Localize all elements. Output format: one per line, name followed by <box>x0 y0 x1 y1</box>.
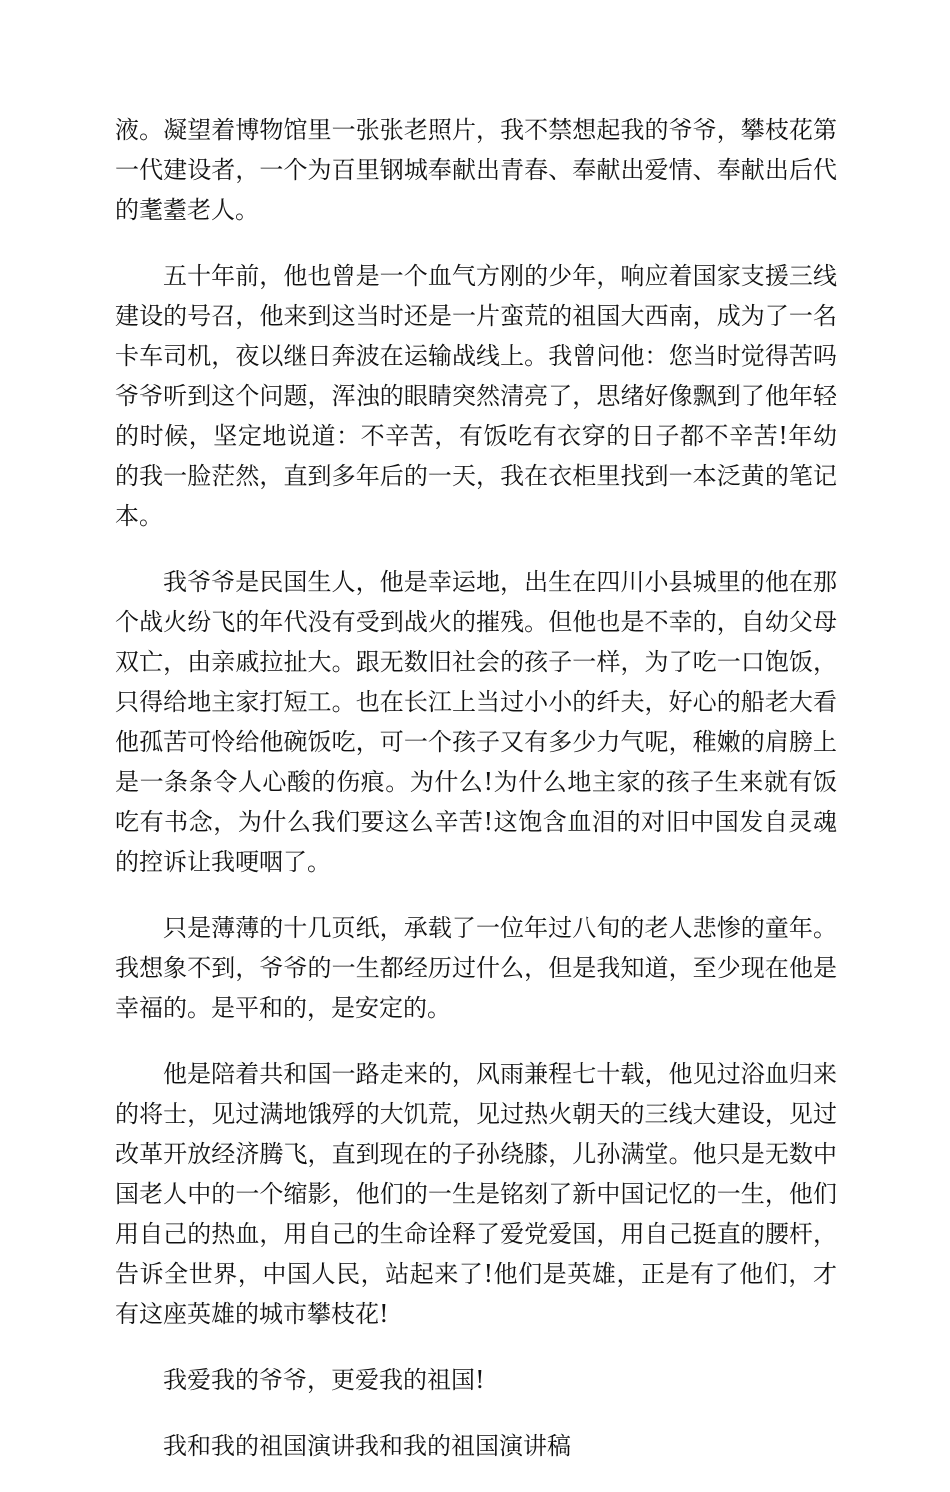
paragraph-3: 我爷爷是民国生人，他是幸运地，出生在四川小县城里的他在那个战火纷飞的年代没有受到战火的摧残。但他也是不幸的，自幼父母双亡，由亲戚拉扯大。跟无数旧社会的孩子一样，为了吃一口饱饭，只得给地主家打短工。也在长江上当过小小的纤夫，好心的船老大看他孤苦可怜给他碗饭吃，可一个孩子又有多少力气呢，稚嫩的肩膀上是一条条令人心酸的伤痕。为什么!为什么地主家的孩子生来就有饭吃有书念，为什么我们要这么辛苦!这饱含血泪的对旧中国发自灵魂的控诉让我哽咽了。 <box>115 568 837 876</box>
paragraph-1: 液。凝望着博物馆里一张张老照片，我不禁想起我的爷爷，攀枝花第一代建设者，一个为百里钢城奉献出青春、奉献出爱情、奉献出后代的耄耋老人。 <box>115 116 837 224</box>
paragraph-6: 我爱我的爷爷，更爱我的祖国! <box>163 1366 485 1394</box>
paragraph-5: 他是陪着共和国一路走来的，风雨兼程七十载，他见过浴血归来的将士，见过满地饿殍的大饥荒，见过热火朝天的三线大建设，见过改革开放经济腾飞，直到现在的子孙绕膝，儿孙满堂。他只是无数中国老人中的一个缩影，他们的一生是铭刻了新中国记忆的一生，他们用自己的热血，用自己的生命诠释了爱党爱国，用自己挺直的腰杆，告诉全世界，中国人民，站起来了!他们是英雄，正是有了他们，才有这座英雄的城市攀枝花! <box>115 1060 837 1328</box>
document-body <box>115 110 837 1492</box>
paragraph-4: 只是薄薄的十几页纸，承载了一位年过八旬的老人悲惨的童年。我想象不到，爷爷的一生都经历过什么，但是我知道，至少现在他是幸福的。是平和的，是安定的。 <box>115 914 837 1022</box>
paragraph-7-title-line: 我和我的祖国演讲我和我的祖国演讲稿 <box>163 1432 571 1460</box>
paragraph-2: 五十年前，他也曾是一个血气方刚的少年，响应着国家支援三线建设的号召，他来到这当时还是一片蛮荒的祖国大西南，成为了一名卡车司机，夜以继日奔波在运输战线上。我曾问他：您当时觉得苦吗爷爷听到这个问题，浑浊的眼睛突然清亮了，思绪好像飘到了他年轻的时候，坚定地说道：不辛苦，有饭吃有衣穿的日子都不辛苦!年幼的我一脸茫然，直到多年后的一天，我在衣柜里找到一本泛黄的笔记本。 <box>115 262 837 530</box>
